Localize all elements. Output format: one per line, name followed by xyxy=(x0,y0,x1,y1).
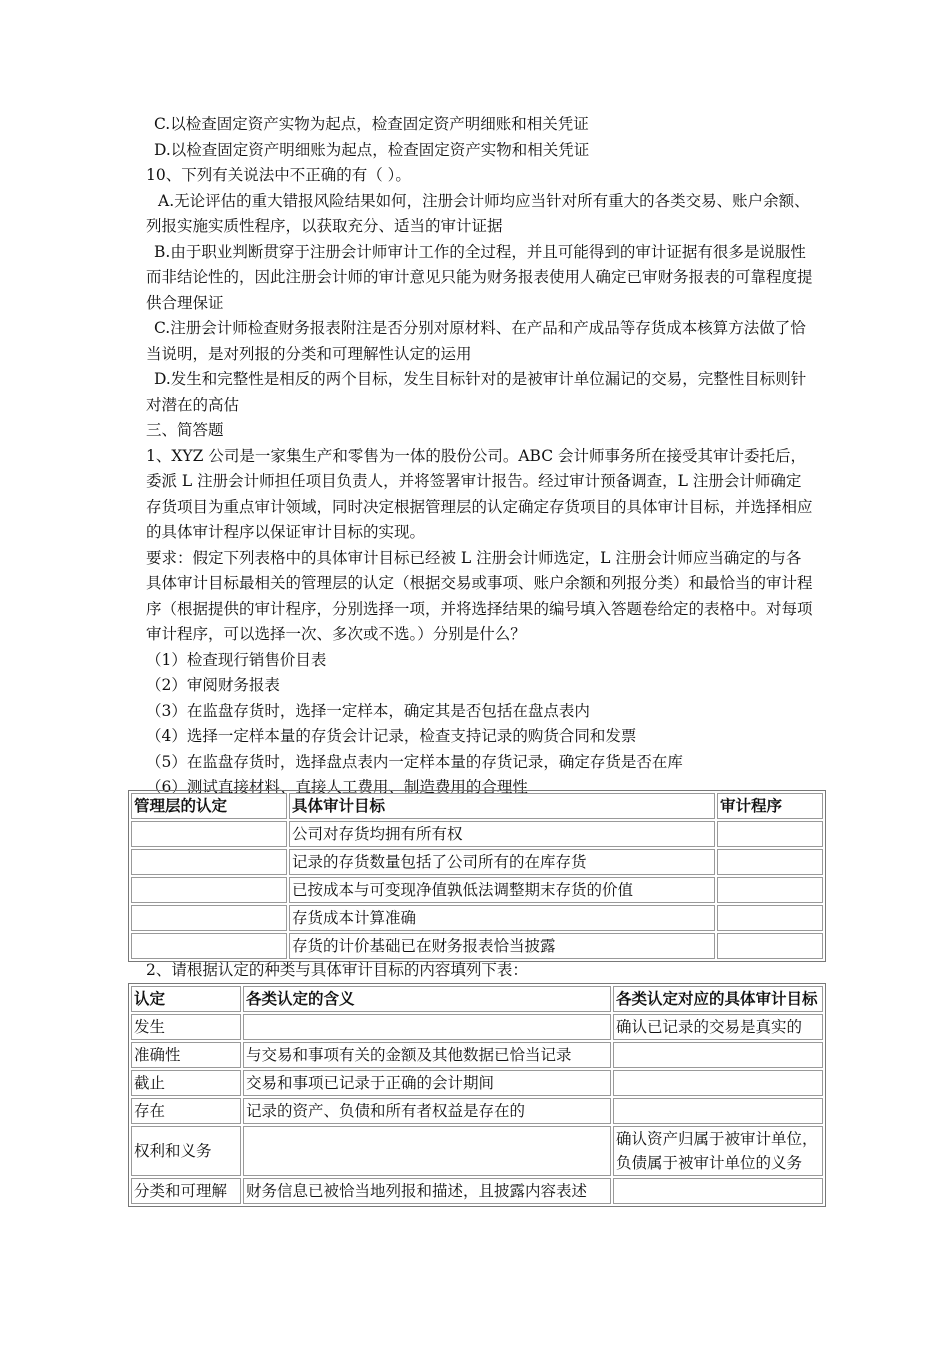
table-cell[interactable] xyxy=(613,1098,823,1124)
option-d-line: D.以检查固定资产明细账为起点，检查固定资产实物和相关凭证 xyxy=(154,140,590,159)
table-cell[interactable] xyxy=(243,1126,611,1176)
table-cell: 与交易和事项有关的金额及其他数据已恰当记录 xyxy=(243,1042,611,1068)
table-cell[interactable] xyxy=(717,933,823,959)
table-cell[interactable] xyxy=(131,905,287,931)
table-cell: 记录的存货数量包括了公司所有的在库存货 xyxy=(289,849,715,875)
table-cell: 存在 xyxy=(131,1098,241,1124)
case-paragraph: 1、XYZ 公司是一家集生产和零售为一体的股份公司。ABC 会计师事务所在接受其审计委托后，委派 L 注册会计师担任项目负责人，并将签署审计报告。经过审计预备调查，L 注册会计师确定存货项目为重点审计领域，同时决定根据管理层的认定确定存货项目的具体审计目标，并选择相应的具体审计程序以保证审计目标的实现。 xyxy=(146,446,813,541)
audit-objectives-table xyxy=(128,790,826,962)
question-2: 2、请根据认定的种类与具体审计目标的内容填列下表： xyxy=(146,961,528,979)
table-header-row xyxy=(131,986,823,1012)
procedure-item: （1）检查现行销售价目表 xyxy=(146,650,327,669)
column-header: 各类认定对应的具体审计目标 xyxy=(613,986,823,1012)
procedure-item: （4）选择一定样本量的存货会计记录，检查支持记录的购货合同和发票 xyxy=(146,727,637,745)
table-cell[interactable] xyxy=(613,1178,823,1204)
table-cell[interactable] xyxy=(717,905,823,931)
q10-option-d: D.发生和完整性是相反的两个目标，发生目标针对的是被审计单位漏记的交易，完整性目标则针对潜在的高估 xyxy=(146,370,807,414)
table-cell: 截止 xyxy=(131,1070,241,1096)
table-row xyxy=(131,1178,823,1204)
table-cell[interactable] xyxy=(717,849,823,875)
procedure-item: （2）审阅财务报表 xyxy=(146,676,280,694)
q10-option-c: C.注册会计师检查财务报表附注是否分别对原材料、在产品和产成品等存货成本核算方法做了恰当说明，是对列报的分类和可理解性认定的运用 xyxy=(146,319,806,363)
table-cell[interactable] xyxy=(717,877,823,903)
table-row xyxy=(131,877,823,903)
q10-option-a: A.无论评估的重大错报风险结果如何，注册会计师均应当针对所有重大的各类交易、账户余额、列报实施实质性程序，以获取充分、适当的审计证据 xyxy=(146,191,810,235)
table-row xyxy=(131,1126,823,1176)
table-cell: 分类和可理解 xyxy=(131,1178,241,1204)
table-cell: 财务信息已被恰当地列报和描述，且披露内容表述 xyxy=(243,1178,611,1204)
table-header-row xyxy=(131,793,823,819)
table-cell[interactable] xyxy=(243,1014,611,1040)
column-header: 审计程序 xyxy=(717,793,823,819)
procedure-item: （5）在监盘存货时，选择盘点表内一定样本量的存货记录，确定存货是否在库 xyxy=(146,752,683,771)
table-cell[interactable] xyxy=(613,1070,823,1096)
requirement-paragraph: 要求：假定下列表格中的具体审计目标已经被 L 注册会计师选定，L 注册会计师应当确定的与各具体审计目标最相关的管理层的认定（根据交易或事项、账户余额和列报分类）和最恰当的审计程序（根据提供的审计程序，分别选择一项，并将选择结果的编号填入答题卷给定的表格中。对每项审计程序，可以选择一次、多次或不选。）分别是什么？ xyxy=(146,548,813,643)
table-row xyxy=(131,1098,823,1124)
table-cell[interactable] xyxy=(131,877,287,903)
table-row xyxy=(131,849,823,875)
table-row xyxy=(131,1042,823,1068)
table-cell: 权利和义务 xyxy=(131,1126,241,1176)
table-cell[interactable] xyxy=(131,821,287,847)
table-row xyxy=(131,933,823,959)
table-row xyxy=(131,1070,823,1096)
section-heading: 三、简答题 xyxy=(146,421,224,439)
table-cell: 存货成本计算准确 xyxy=(289,905,715,931)
assertions-table xyxy=(128,983,826,1207)
table-cell: 记录的资产、负债和所有者权益是存在的 xyxy=(243,1098,611,1124)
table-cell: 交易和事项已记录于正确的会计期间 xyxy=(243,1070,611,1096)
column-header: 管理层的认定 xyxy=(131,793,287,819)
table-cell: 已按成本与可变现净值孰低法调整期末存货的价值 xyxy=(289,877,715,903)
table-cell[interactable] xyxy=(613,1042,823,1068)
table-cell[interactable] xyxy=(131,933,287,959)
table-cell: 发生 xyxy=(131,1014,241,1040)
table-cell: 准确性 xyxy=(131,1042,241,1068)
document-body xyxy=(146,112,816,801)
table-cell: 公司对存货均拥有所有权 xyxy=(289,821,715,847)
question-10: 10、下列有关说法中不正确的有（ ）。 xyxy=(146,166,411,184)
table-row xyxy=(131,905,823,931)
column-header: 具体审计目标 xyxy=(289,793,715,819)
column-header: 认定 xyxy=(131,986,241,1012)
table-cell: 存货的计价基础已在财务报表恰当披露 xyxy=(289,933,715,959)
table-cell[interactable] xyxy=(131,849,287,875)
table-cell: 确认资产归属于被审计单位，负债属于被审计单位的义务 xyxy=(613,1126,823,1176)
procedure-item: （3）在监盘存货时，选择一定样本，确定其是否包括在盘点表内 xyxy=(146,701,590,720)
table-cell: 确认已记录的交易是真实的 xyxy=(613,1014,823,1040)
option-c-line: C.以检查固定资产实物为起点，检查固定资产明细账和相关凭证 xyxy=(154,115,589,133)
procedure-item: （6）测试直接材料、直接人工费用、制造费用的合理性 xyxy=(146,778,528,796)
q10-option-b: B.由于职业判断贯穿于注册会计师审计工作的全过程，并且可能得到的审计证据有很多是说服性而非结论性的，因此注册会计师的审计意见只能为财务报表使用人确定已审财务报表的可靠程度提供合理保证 xyxy=(146,242,813,312)
table-row xyxy=(131,1014,823,1040)
table-cell[interactable] xyxy=(717,821,823,847)
table-row xyxy=(131,821,823,847)
column-header: 各类认定的含义 xyxy=(243,986,611,1012)
